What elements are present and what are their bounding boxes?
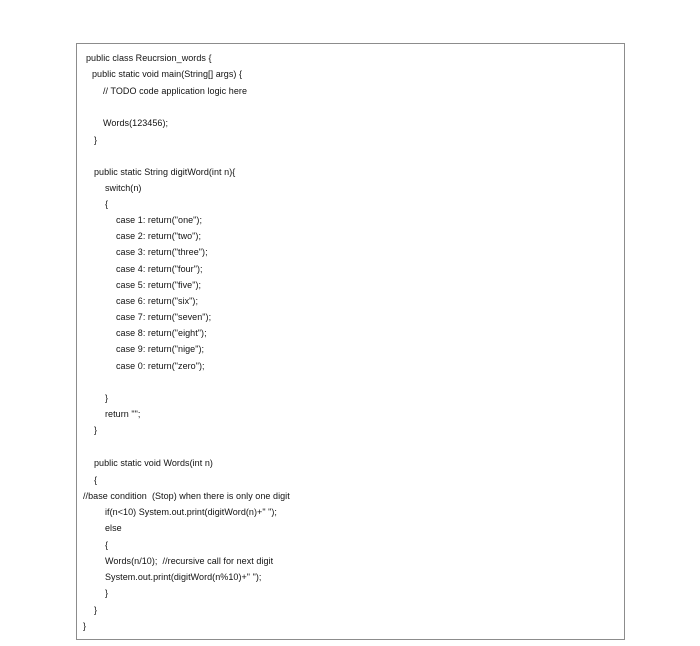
code-line-class-close: } [83, 621, 87, 631]
code-line-case-4: case 4: return("four"); [116, 264, 203, 274]
code-line-todo-comment: // TODO code application logic here [103, 86, 247, 96]
code-line-words-signature: public static void Words(int n) [94, 458, 213, 468]
code-line-print-last-digit: System.out.print(digitWord(n%10)+" "); [105, 572, 262, 582]
code-line-recursive-call: Words(n/10); //recursive call for next digit [105, 556, 274, 566]
code-line-case-9: case 9: return("nige"); [116, 344, 205, 354]
code-line-words-open: { [94, 475, 98, 485]
code-line-class-declaration: public class Reucrsion_words { [86, 53, 212, 63]
code-line-case-0: case 0: return("zero"); [116, 361, 205, 371]
code-line-base-comment: //base condition (Stop) when there is only one digit [83, 491, 290, 501]
code-line-else-open: { [105, 540, 109, 550]
code-line-case-1: case 1: return("one"); [116, 215, 203, 225]
code-line-case-6: case 6: return("six"); [116, 296, 199, 306]
code-line-digitword-close: } [94, 425, 98, 435]
code-line-else-close: } [105, 588, 109, 598]
code-line-return-empty: return ""; [105, 409, 141, 419]
code-line-else: else [105, 523, 122, 533]
code-line-words-close: } [94, 605, 98, 615]
code-line-main-close: } [94, 135, 98, 145]
code-line-if-base: if(n<10) System.out.print(digitWord(n)+" "); [105, 507, 277, 517]
code-line-case-5: case 5: return("five"); [116, 280, 202, 290]
code-line-case-2: case 2: return("two"); [116, 231, 202, 241]
code-line-switch-close: } [105, 393, 109, 403]
code-line-case-3: case 3: return("three"); [116, 247, 208, 257]
code-document [76, 43, 625, 640]
code-line-case-7: case 7: return("seven"); [116, 312, 212, 322]
code-line-switch: switch(n) [105, 183, 142, 193]
code-line-switch-open: { [105, 199, 109, 209]
code-line-words-call: Words(123456); [103, 118, 169, 128]
code-line-case-8: case 8: return("eight"); [116, 328, 207, 338]
code-line-digitword-signature: public static String digitWord(int n){ [94, 167, 236, 177]
code-line-main-signature: public static void main(String[] args) { [92, 69, 243, 79]
